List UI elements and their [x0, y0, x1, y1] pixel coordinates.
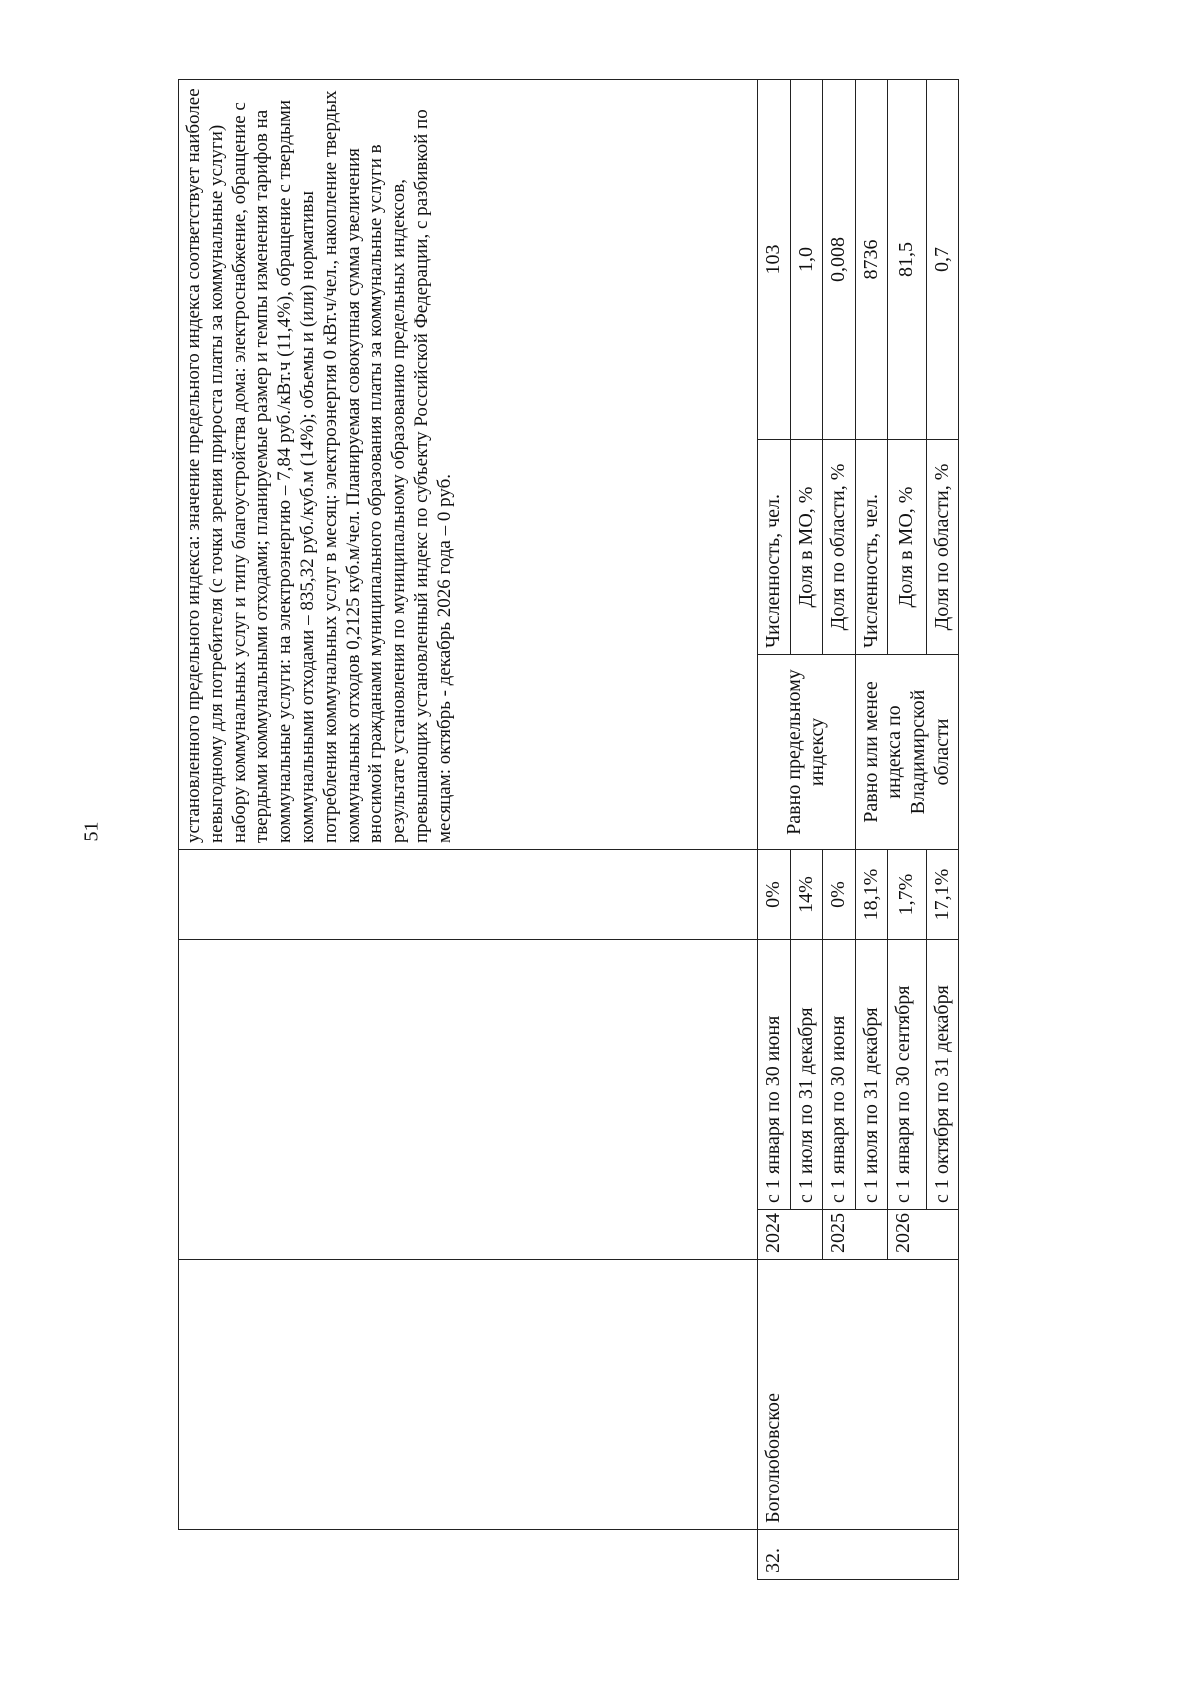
index-cell: 17,1% — [926, 850, 959, 940]
group-label: Равно или менее индекса по Владимирской области — [855, 655, 958, 850]
metric-value: 1,0 — [790, 80, 823, 440]
metric-label: Доля по области, % — [823, 440, 856, 655]
metric-label: Доля в МО, % — [790, 440, 823, 655]
metric-value: 81,5 — [888, 80, 926, 440]
index-cell: 18,1% — [855, 850, 888, 940]
index-cell: 0% — [758, 850, 791, 940]
tariff-table — [178, 79, 959, 1580]
metric-value: 0,7 — [926, 80, 959, 440]
year-cell: 2025 — [823, 1210, 888, 1260]
period-cell: с 1 января по 30 июня — [823, 940, 856, 1210]
metric-value: 0,008 — [823, 80, 856, 440]
previous-row-continuation — [179, 80, 758, 1580]
municipality-name: Боголюбовское — [758, 1260, 959, 1530]
metric-label: Доля по области, % — [926, 440, 959, 655]
period-cell: с 1 января по 30 сентября — [888, 940, 926, 1210]
index-cell: 1,7% — [888, 850, 926, 940]
index-cell: 14% — [790, 850, 823, 940]
period-cell: с 1 января по 30 июня — [758, 940, 791, 1210]
table-row — [758, 80, 791, 1580]
metric-label: Доля в МО, % — [888, 440, 926, 655]
blank-cell — [179, 850, 758, 940]
period-cell: с 1 октября по 31 декабря — [926, 940, 959, 1210]
group-label: Равно предельному индексу — [758, 655, 856, 850]
year-cell: 2024 — [758, 1210, 823, 1260]
index-cell: 0% — [823, 850, 856, 940]
page-number: 51 — [80, 821, 103, 842]
period-cell: с 1 июля по 31 декабря — [855, 940, 888, 1210]
index-description: установленного предельного индекса: значение предельного индекса соответствует наиболее невыгодному для потребителя (с точки зрения прироста платы за коммунальные услуги) набору коммунальных услуг и типу благоустройства дома: электроснабжение, обращение с твердыми коммунальными отходами; планируемые размер и темпы изменения тарифов на коммунальные услуги: на электроэнергию – 7,84 руб./кВт.ч (11,4%), обращение с твердыми коммунальными отходами – 835,32 руб./куб.м (14%); объемы и (или) нормативы потребления коммунальных услуг в месяц: электроэнергия 0 кВт.ч/чел., накопление твердых коммунальных отходов 0,2125 куб.м/чел. Планируемая совокупная сумма увеличения вносимой гражданами муниципального образования платы за коммунальные услуги в результате установления по муниципальному образованию предельных индексов, превышающих установленный индекс по субъекту Российской Федерации, с разбивкой по месяцам: октябрь - декабрь 2026 года – 0 руб. — [179, 80, 758, 850]
row-number: 32. — [758, 1530, 959, 1580]
year-cell: 2026 — [888, 1210, 959, 1260]
metric-value: 103 — [758, 80, 791, 440]
blank-cell — [179, 1260, 758, 1530]
metric-value: 8736 — [855, 80, 888, 440]
period-cell: с 1 июля по 31 декабря — [790, 940, 823, 1210]
blank-cell — [179, 940, 758, 1260]
metric-label: Численность, чел. — [855, 440, 888, 655]
metric-label: Численность, чел. — [758, 440, 791, 655]
blank-cell — [179, 1530, 758, 1580]
rotated-table — [178, 80, 1108, 1580]
